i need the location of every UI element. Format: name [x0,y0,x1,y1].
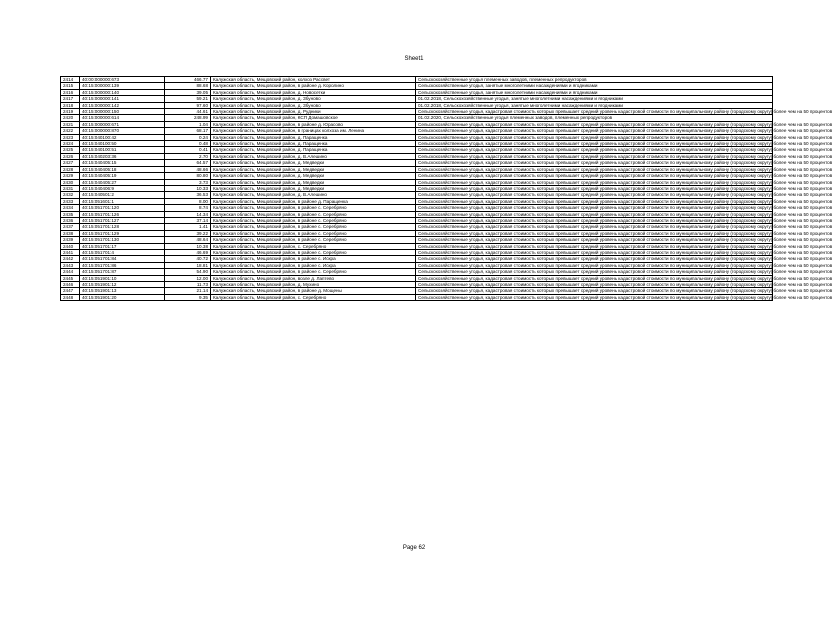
cadastral-number-cell: 40:15:051701:87 [80,269,165,275]
cadastral-number-cell: 40:15:000000:671 [80,121,165,127]
address-cell: Калужская область, Мещовский район, в границах колхоза им. Ленина [211,128,416,134]
row-number-cell: 2446 [61,282,80,288]
address-cell: Калужская область, Мещовский район, д. Збуново [211,96,416,102]
area-cell: 10.33 [165,185,211,191]
cadastral-number-cell: 40:15:040203:36 [80,153,165,159]
area-cell: 68.17 [165,128,211,134]
land-use-cell: Сельскохозяйственные угодья, занятые многолетними насаждениями и ягодниками [416,89,773,95]
land-use-cell: Сельскохозяйственные угодья, кадастровая стоимость которых превышает средний уровень кадастровой стоимости по муниципальному району (городскому округу) более чем на 50 процентов [416,243,773,249]
cadastral-number-cell: 40:15:000000:150 [80,109,165,115]
area-cell: 466.77 [165,77,211,83]
cadastral-number-cell: 40:15:000000:870 [80,128,165,134]
address-cell: Калужская область, Мещовский район, колхоз Рассвет [211,77,416,83]
cadastral-number-cell: 40:15:040405:18 [80,166,165,172]
address-cell: Калужская область, Мещовский район, в районе д. Мощены [211,288,416,294]
area-cell: 80.80 [165,173,211,179]
area-cell: 21.14 [165,288,211,294]
land-use-cell: Сельскохозяйственные угодья, кадастровая стоимость которых превышает средний уровень кадастровой стоимости по муниципальному району (городскому округу) более чем на 50 процентов [416,282,773,288]
row-number-cell: 2447 [61,288,80,294]
land-use-cell: Сельскохозяйственные угодья, кадастровая стоимость которых превышает средний уровень кадастровой стоимости по муниципальному району (городскому округу) более чем на 50 процентов [416,128,773,134]
area-cell: 0.24 [165,134,211,140]
row-number-cell: 2433 [61,198,80,204]
cadastral-number-cell: 40:15:000000:139 [80,83,165,89]
cadastral-number-cell: 40:15:000000:142 [80,102,165,108]
address-cell: Калужская область, Мещовский район, в районе с. Серебряно [211,211,416,217]
cadastral-number-cell: 40:15:040406:9 [80,185,165,191]
area-cell: 88.68 [165,83,211,89]
area-cell: 0.41 [165,147,211,153]
land-use-cell: Сельскохозяйственные угодья, кадастровая стоимость которых превышает средний уровень кадастровой стоимости по муниципальному району (городскому округу) более чем на 50 процентов [416,269,773,275]
land-use-cell: Сельскохозяйственные угодья, кадастровая стоимость которых превышает средний уровень кадастровой стоимости по муниципальному району (городскому округу) более чем на 50 процентов [416,153,773,159]
address-cell: Калужская область, Мещовский район, д. Медведки [211,166,416,172]
land-use-cell: 01.02.2018, Сельскохозяйственные угодья, занятые многолетними насаждениями и ягодниками [416,102,773,108]
area-cell: 97.60 [165,102,211,108]
row-number-cell: 2417 [61,96,80,102]
land-use-cell: Сельскохозяйственные угодья, кадастровая стоимость которых превышает средний уровень кадастровой стоимости по муниципальному району (городскому округу) более чем на 50 процентов [416,211,773,217]
row-number-cell: 2428 [61,166,80,172]
land-use-cell: Сельскохозяйственные угодья, кадастровая стоимость которых превышает средний уровень кадастровой стоимости по муниципальному району (городскому округу) более чем на 50 процентов [416,237,773,243]
cadastral-number-cell: 40:15:000000:140 [80,89,165,95]
page-number: Page 62 [402,545,426,551]
land-use-cell: Сельскохозяйственные угодья, кадастровая стоимость которых превышает средний уровень кадастровой стоимости по муниципальному району (городскому округу) более чем на 50 процентов [416,262,773,268]
address-cell: Калужская область, Мещовский район, д. Паращенка [211,134,416,140]
area-cell: 48.66 [165,166,211,172]
address-cell: Калужская область, Мещовский район, д. Паращенка [211,147,416,153]
row-number-cell: 2418 [61,102,80,108]
row-number-cell: 2419 [61,109,80,115]
address-cell: Калужская область, Мещовский район, д. В.Алешино [211,153,416,159]
address-cell: Калужская область, Мещовский район, д. Паращенка [211,141,416,147]
land-use-cell: Сельскохозяйственные угодья, кадастровая стоимость которых превышает средний уровень кадастровой стоимости по муниципальному району (городскому округу) более чем на 50 процентов [416,173,773,179]
row-number-cell: 2427 [61,160,80,166]
area-cell: 37.14 [165,217,211,223]
area-cell: 39.05 [165,89,211,95]
area-cell: 1.04 [165,121,211,127]
address-cell: Калужская область, Мещовский район, д. Медведки [211,179,416,185]
row-number-cell: 2444 [61,269,80,275]
row-number-cell: 2432 [61,192,80,198]
row-number-cell: 2430 [61,179,80,185]
cadastral-number-cell: 40:15:051901:10 [80,275,165,281]
sheet-title: Sheet1 [404,56,424,62]
land-use-cell: Сельскохозяйственные угодья, кадастровая стоимость которых превышает средний уровень кадастровой стоимости по муниципальному району (городскому округу) более чем на 50 процентов [416,275,773,281]
cadastral-number-cell: 40:00:000000:673 [80,77,165,83]
area-cell: 18.81 [165,262,211,268]
cadastral-number-cell: 40:15:040405:27 [80,179,165,185]
address-cell: Калужская область, Мещовский район, в районе д. Паращенка [211,198,416,204]
address-cell: Калужская область, Мещовский район, в районе д. Юрасово [211,121,416,127]
area-cell: 59.21 [165,96,211,102]
cadastral-number-cell: 40:15:051701:130 [80,237,165,243]
land-use-cell: Сельскохозяйственные угодья, кадастровая стоимость которых превышает средний уровень кадастровой стоимости по муниципальному району (городскому округу) более чем на 50 процентов [416,166,773,172]
land-use-cell: Сельскохозяйственные угодья, кадастровая стоимость которых превышает средний уровень кадастровой стоимости по муниципальному району (городскому округу) более чем на 50 процентов [416,230,773,236]
row-number-cell: 2436 [61,217,80,223]
cadastral-number-cell: 40:15:051701:86 [80,262,165,268]
cadastral-number-cell: 40:15:051901:12 [80,282,165,288]
area-cell: 8.00 [165,198,211,204]
row-number-cell: 2435 [61,211,80,217]
address-cell: Калужская область, Мещовский район, с. Серебряно [211,294,416,300]
cadastral-number-cell: 40:15:051701:84 [80,256,165,262]
area-cell: 8.74 [165,205,211,211]
address-cell: Калужская область, Мещовский район, в районе с. Серебряно [211,230,416,236]
land-use-cell: Сельскохозяйственные угодья, кадастровая стоимость которых превышает средний уровень кадастровой стоимости по муниципальному району (городскому округу) более чем на 50 процентов [416,121,773,127]
land-use-cell: Сельскохозяйственные угодья, кадастровая стоимость которых превышает средний уровень кадастровой стоимости по муниципальному району (городскому округу) более чем на 50 процентов [416,198,773,204]
area-cell: 3.73 [165,179,211,185]
address-cell: Калужская область, Мещовский район, КСП Домашовское [211,115,416,121]
cadastral-number-cell: 40:15:051901:20 [80,294,165,300]
land-use-cell: Сельскохозяйственные угодья племенных заводов, племенных репродукторов [416,77,773,83]
area-cell: 64.57 [165,160,211,166]
cadastral-number-cell: 40:15:051901:13 [80,288,165,294]
land-use-cell: Сельскохозяйственные угодья, кадастровая стоимость которых превышает средний уровень кадастровой стоимости по муниципальному району (городскому округу) более чем на 50 процентов [416,205,773,211]
cadastral-number-cell: 40:15:051701:129 [80,230,165,236]
area-cell: 10.38 [165,243,211,249]
land-use-cell: Сельскохозяйственные угодья, кадастровая стоимость которых превышает средний уровень кадастровой стоимости по муниципальному району (городскому округу) более чем на 50 процентов [416,109,773,115]
area-cell: 248.99 [165,115,211,121]
land-use-cell: Сельскохозяйственные угодья, кадастровая стоимость которых превышает средний уровень кадастровой стоимости по муниципальному району (городскому округу) более чем на 50 процентов [416,217,773,223]
area-cell: 1.41 [165,224,211,230]
area-cell: 11.73 [165,282,211,288]
land-use-cell: Сельскохозяйственные угодья, кадастровая стоимость которых превышает средний уровень кадастровой стоимости по муниципальному району (городскому округу) более чем на 50 процентов [416,147,773,153]
cadastral-number-cell: 40:15:040100:50 [80,141,165,147]
land-use-cell: 01.02.2020, Сельскохозяйственные угодья племенных заводов, племенных репродукторов [416,115,773,121]
row-number-cell: 2426 [61,153,80,159]
address-cell: Калужская область, Мещовский район, в районе с. Искра [211,262,416,268]
area-cell: 46.69 [165,249,211,255]
cadastral-number-cell: 40:15:051701:126 [80,211,165,217]
land-use-cell: Сельскохозяйственные угодья, кадастровая стоимость которых превышает средний уровень кадастровой стоимости по муниципальному району (городскому округу) более чем на 50 процентов [416,185,773,191]
address-cell: Калужская область, Мещовский район, д. Медведки [211,160,416,166]
row-number-cell: 2445 [61,275,80,281]
address-cell: Калужская область, Мещовский район, д. Медведки [211,173,416,179]
address-cell: Калужская область, Мещовский район, д. Збуново [211,102,416,108]
table-body [61,77,832,301]
land-use-cell: Сельскохозяйственные угодья, занятые многолетними насаждениями и ягодниками [416,83,773,89]
land-use-cell: Сельскохозяйственные угодья, кадастровая стоимость которых превышает средний уровень кадастровой стоимости по муниципальному району (городскому округу) более чем на 50 процентов [416,179,773,185]
land-use-cell: Сельскохозяйственные угодья, кадастровая стоимость которых превышает средний уровень кадастровой стоимости по муниципальному району (городскому округу) более чем на 50 процентов [416,192,773,198]
land-use-cell: Сельскохозяйственные угодья, кадастровая стоимость которых превышает средний уровень кадастровой стоимости по муниципальному району (городскому округу) более чем на 50 процентов [416,160,773,166]
row-number-cell: 2448 [61,294,80,300]
land-use-cell: Сельскохозяйственные угодья, кадастровая стоимость которых превышает средний уровень кадастровой стоимости по муниципальному району (городскому округу) более чем на 50 процентов [416,256,773,262]
cadastral-number-cell: 40:15:000000:614 [80,115,165,121]
row-number-cell: 2416 [61,89,80,95]
cadastral-number-cell: 40:15:051701:4 [80,249,165,255]
address-cell: Калужская область, Мещовский район, в районе с. Серебряно [211,269,416,275]
area-cell: 36.53 [165,192,211,198]
area-cell: 48.64 [165,237,211,243]
cadastral-number-cell: 40:15:051701:128 [80,224,165,230]
cadastral-number-cell: 40:15:051601:1 [80,198,165,204]
address-cell: Калужская область, Мещовский район, в районе с. Серебряно [211,224,416,230]
area-cell: 12.00 [165,275,211,281]
address-cell: Калужская область, Мещовский район, д. Мухино [211,282,416,288]
row-number-cell: 2425 [61,147,80,153]
land-use-cell: Сельскохозяйственные угодья, кадастровая стоимость которых превышает средний уровень кадастровой стоимости по муниципальному району (городскому округу) более чем на 50 процентов [416,224,773,230]
row-number-cell: 2424 [61,141,80,147]
address-cell: Калужская область, Мещовский район, д. В.Алешино [211,192,416,198]
address-cell: Калужская область, Мещовский район, в районе д. Королино [211,83,416,89]
address-cell: Калужская область, Мещовский район, д. Рудники [211,109,416,115]
row-number-cell: 2439 [61,237,80,243]
land-use-cell: Сельскохозяйственные угодья, кадастровая стоимость которых превышает средний уровень кадастровой стоимости по муниципальному району (городскому округу) более чем на 50 процентов [416,141,773,147]
row-number-cell: 2422 [61,128,80,134]
cadastral-number-cell: 40:15:040100:51 [80,147,165,153]
cadastral-number-cell: 40:15:040405:19 [80,173,165,179]
cadastral-number-cell: 40:15:051701:127 [80,217,165,223]
row-number-cell: 2423 [61,134,80,140]
address-cell: Калужская область, Мещовский район, в районе с. Серебряно [211,237,416,243]
address-cell: Калужская область, Мещовский район, в районе с. Серебряно [211,205,416,211]
row-number-cell: 2429 [61,173,80,179]
cadastral-number-cell: 40:15:040100:42 [80,134,165,140]
address-cell: Калужская область, Мещовский район, в районе с. Серебряно [211,249,416,255]
row-number-cell: 2438 [61,230,80,236]
land-plots-table [60,76,832,301]
area-cell: 0.48 [165,141,211,147]
address-cell: Калужская область, Мещовский район, д. Новосетки [211,89,416,95]
row-number-cell: 2434 [61,205,80,211]
land-use-cell: Сельскохозяйственные угодья, кадастровая стоимость которых превышает средний уровень кадастровой стоимости по муниципальному району (городскому округу) более чем на 50 процентов [416,294,773,300]
cadastral-number-cell: 40:15:051701:120 [80,205,165,211]
area-cell: 40.72 [165,256,211,262]
land-use-cell: Сельскохозяйственные угодья, кадастровая стоимость которых превышает средний уровень кадастровой стоимости по муниципальному району (городскому округу) более чем на 50 процентов [416,288,773,294]
row-number-cell: 2441 [61,249,80,255]
address-cell: Калужская область, Мещовский район, возле д. Лаптево [211,275,416,281]
cadastral-number-cell: 40:15:040405:15 [80,160,165,166]
row-number-cell: 2420 [61,115,80,121]
area-cell: 9.35 [165,294,211,300]
row-number-cell: 2431 [61,185,80,191]
row-number-cell: 2437 [61,224,80,230]
table-row [61,294,773,300]
cadastral-number-cell: 40:15:040501:2 [80,192,165,198]
land-use-cell: 01.02.2018, Сельскохозяйственные угодья, занятые многолетними насаждениями и ягодниками [416,96,773,102]
cadastral-number-cell: 40:15:051701:17 [80,243,165,249]
row-number-cell: 2440 [61,243,80,249]
land-use-cell: Сельскохозяйственные угодья, кадастровая стоимость которых превышает средний уровень кадастровой стоимости по муниципальному району (городскому округу) более чем на 50 процентов [416,134,773,140]
area-cell: 39.22 [165,230,211,236]
area-cell: 2.70 [165,153,211,159]
row-number-cell: 2421 [61,121,80,127]
address-cell: Калужская область, Мещовский район, в районе с. Серебряно [211,217,416,223]
row-number-cell: 2415 [61,83,80,89]
row-number-cell: 2442 [61,256,80,262]
area-cell: 54.90 [165,269,211,275]
land-use-cell: Сельскохозяйственные угодья, кадастровая стоимость которых превышает средний уровень кадастровой стоимости по муниципальному району (городскому округу) более чем на 50 процентов [416,249,773,255]
area-cell: 14.34 [165,211,211,217]
cadastral-number-cell: 40:15:000000:141 [80,96,165,102]
row-number-cell: 2414 [61,77,80,83]
address-cell: Калужская область, Мещовский район, д. Медведки [211,185,416,191]
address-cell: Калужская область, Мещовский район, в районе с. Искра [211,256,416,262]
address-cell: Калужская область, Мещовский район, с. Серебряно [211,243,416,249]
area-cell: 44.61 [165,109,211,115]
row-number-cell: 2443 [61,262,80,268]
